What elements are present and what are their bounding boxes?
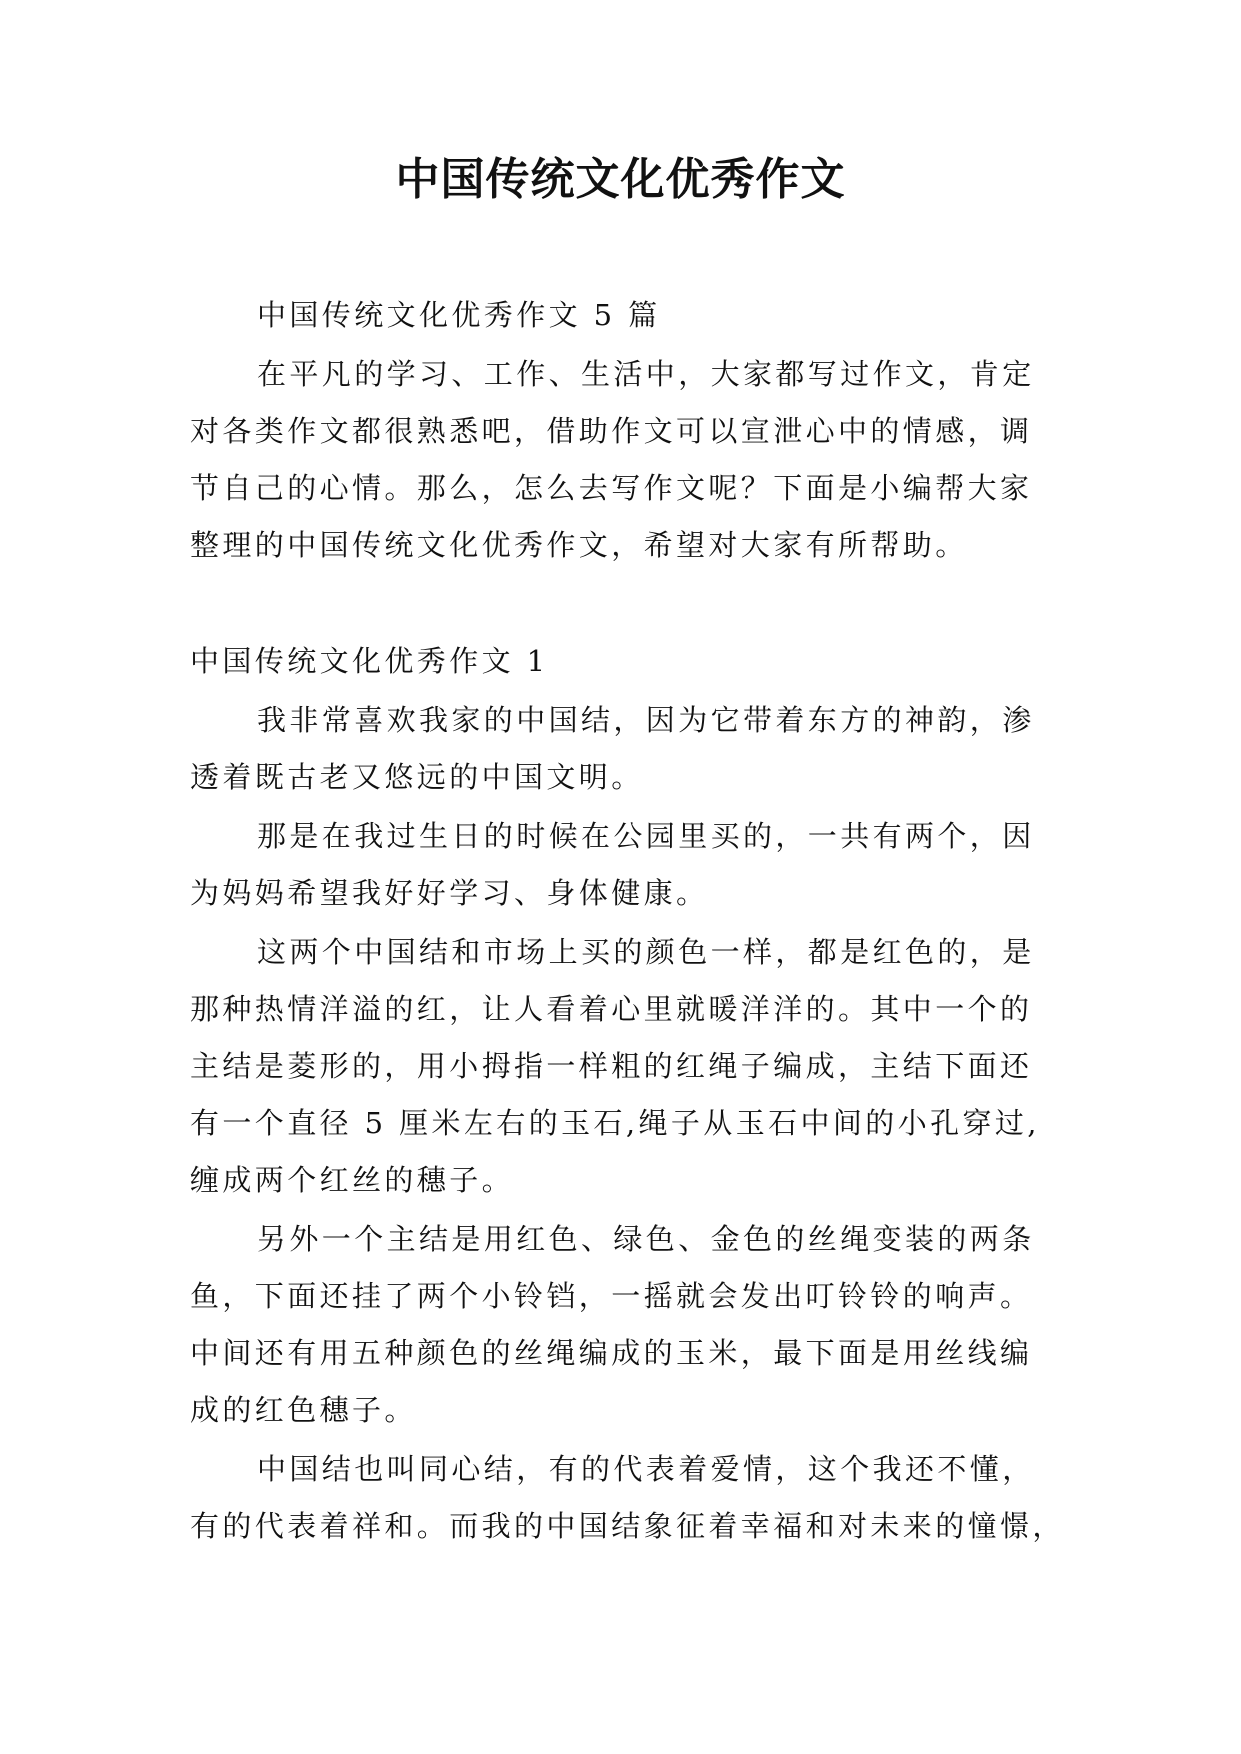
- body-paragraph-line: 有的代表着祥和。而我的中国结象征着幸福和对未来的憧憬，: [190, 1509, 1065, 1543]
- body-paragraph-line: 成的红色穗子。: [190, 1393, 417, 1427]
- body-paragraph-line: 我非常喜欢我家的中国结，因为它带着东方的神韵，渗: [257, 703, 1035, 737]
- body-paragraph-line: 中国结也叫同心结，有的代表着爱情，这个我还不懂，: [257, 1452, 1035, 1486]
- body-paragraph-line: 缠成两个红丝的穗子。: [190, 1163, 515, 1197]
- intro-paragraph-line: 对各类作文都很熟悉吧，借助作文可以宣泄心中的情感，调: [190, 414, 1033, 448]
- body-paragraph-line: 中间还有用五种颜色的丝绳编成的玉米，最下面是用丝线编: [190, 1336, 1033, 1370]
- body-paragraph-line: 为妈妈希望我好好学习、身体健康。: [190, 876, 709, 910]
- body-paragraph-line: 这两个中国结和市场上买的颜色一样，都是红色的，是: [257, 935, 1035, 969]
- body-paragraph-line: 鱼，下面还挂了两个小铃铛，一摇就会发出叮铃铃的响声。: [190, 1279, 1033, 1313]
- body-paragraph-line: 透着既古老又悠远的中国文明。: [190, 760, 644, 794]
- body-paragraph-line: 那种热情洋溢的红，让人看着心里就暖洋洋的。其中一个的: [190, 992, 1033, 1026]
- subtitle-line: 中国传统文化优秀作文 5 篇: [257, 298, 661, 332]
- body-paragraph-line: 另外一个主结是用红色、绿色、金色的丝绳变装的两条: [257, 1222, 1035, 1256]
- body-paragraph-line: 那是在我过生日的时候在公园里买的，一共有两个，因: [257, 819, 1035, 853]
- section-heading: 中国传统文化优秀作文 1: [190, 644, 549, 678]
- intro-paragraph-line: 整理的中国传统文化优秀作文，希望对大家有所帮助。: [190, 528, 968, 562]
- body-paragraph-line: 主结是菱形的，用小拇指一样粗的红绳子编成，主结下面还: [190, 1049, 1033, 1083]
- intro-paragraph-line: 在平凡的学习、工作、生活中，大家都写过作文，肯定: [257, 357, 1035, 391]
- body-paragraph-line: 有一个直径 5 厘米左右的玉石,绳子从玉石中间的小孔穿过,: [190, 1106, 1040, 1140]
- intro-paragraph-line: 节自己的心情。那么，怎么去写作文呢？下面是小编帮大家: [190, 471, 1033, 505]
- document-title: 中国传统文化优秀作文: [395, 154, 846, 205]
